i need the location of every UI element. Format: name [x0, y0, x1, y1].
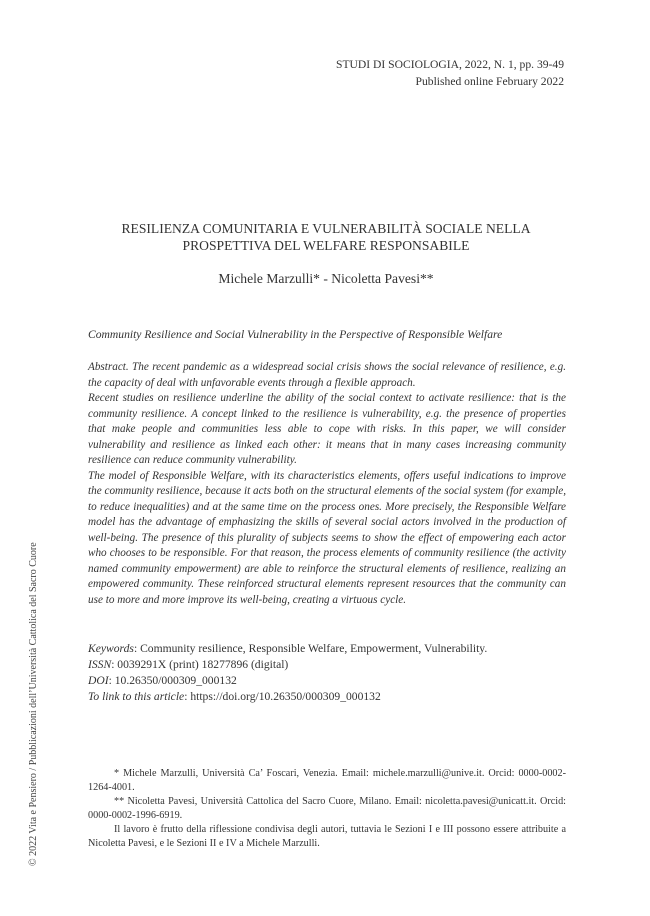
issn-value: : 0039291X (print) 18277896 (digital) [111, 658, 289, 671]
article-link-value[interactable]: : https://doi.org/10.26350/000309_000132 [184, 690, 381, 703]
doi-value: : 10.26350/000309_000132 [108, 674, 237, 687]
issn-label: ISSN [88, 658, 112, 671]
footnotes [88, 767, 566, 851]
footnote-author-1: * Michele Marzulli, Università Ca’ Foscari, Venezia. Email: michele.marzulli@unive.it. Orcid: 0000-0002-1264-4001. [88, 768, 566, 793]
journal-header [336, 56, 564, 90]
article-title [88, 220, 564, 254]
doi-label: DOI [88, 674, 109, 687]
article-title-line-1: RESILIENZA COMUNITARIA E VULNERABILITÀ SOCIALE NELLA [121, 221, 531, 236]
issn-line [88, 657, 566, 673]
article-link-line [88, 689, 566, 705]
article-title-line-2: PROSPETTIVA DEL WELFARE RESPONSABILE [182, 238, 470, 253]
keywords-value: : Community resilience, Responsible Welfare, Empowerment, Vulnerability. [133, 642, 488, 655]
footnote-authorship: Il lavoro è frutto della riflessione condivisa degli autori, tuttavia le Sezioni I e III possono essere attribuite a Nicoletta Pavesi, e le Sezioni II e IV a Michele Marzulli. [88, 824, 566, 849]
publication-date: Published online February 2022 [415, 75, 564, 88]
copyright-side-text: © 2022 Vita e Pensiero / Pubblicazioni dell’Università Cattolica del Sacro Cuore [28, 542, 39, 866]
journal-citation: STUDI DI SOCIOLOGIA, 2022, N. 1, pp. 39-49 [336, 58, 564, 71]
abstract-paragraph-2: Recent studies on resilience underline the ability of the social context to activate resilience: that is the community resilience. A concept linked to the resilience is vulnerability, e.g. the presence of properties that make people and communities less able to cope with risks. In this paper, we will consider vulnerability and resilience as linked each other: it means that in many cases increasing community resilience can reduce community vulnerability. [88, 392, 566, 466]
abstract-paragraph-3: The model of Responsible Welfare, with its characteristics elements, offers useful indications to improve the community resilience, because it acts both on the structural elements of the social system (for example, to reduce inequalities) and at the same time on the process ones. More precisely, the Responsible Welfare model has the advantage of emphasizing the skills of several social actors involved in the production of well-being. The presence of this plurality of subjects seems to show the effect of empowering each actor who chooses to be responsible. For that reason, the process elements of community resilience (the activity named community empowerment) are able to reinforce the structural elements of resilience, realizing an empowered community. These reinforced structural elements represent resources that the community can use to more and more improve its well-being, creating a virtuous cycle. [88, 469, 566, 606]
authors: Michele Marzulli* - Nicoletta Pavesi** [218, 271, 434, 286]
english-title: Community Resilience and Social Vulnerability in the Perspective of Responsible Welfare [88, 328, 503, 341]
article-link-label: To link to this article [88, 690, 185, 703]
article-metadata [88, 641, 566, 705]
doi-line [88, 673, 566, 689]
keywords-line [88, 641, 566, 657]
abstract-paragraph-1: Abstract. The recent pandemic as a widespread social crisis shows the social relevance of resilience, e.g. the capacity of deal with unfavorable events through a flexible approach. [88, 361, 566, 389]
keywords-label: Keywords [88, 642, 134, 655]
abstract [88, 360, 566, 608]
footnote-author-2: ** Nicoletta Pavesi, Università Cattolica del Sacro Cuore, Milano. Email: nicoletta.pavesi@unicatt.it. Orcid: 0000-0002-1996-6919. [88, 796, 566, 821]
